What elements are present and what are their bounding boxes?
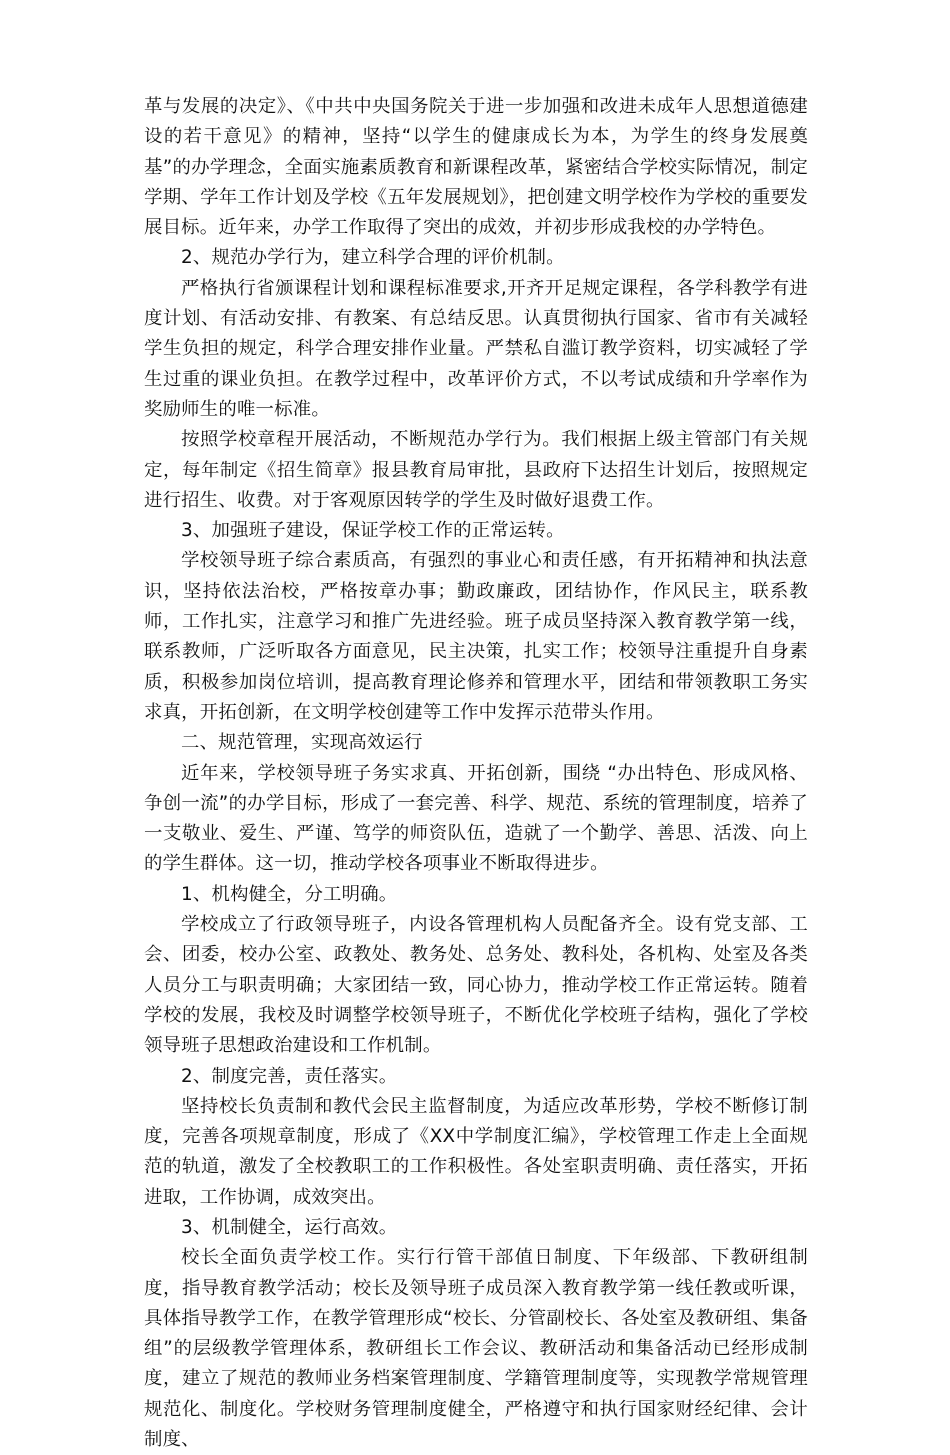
body-paragraph: 坚持校长负责制和教代会民主监督制度，为适应改革形势，学校不断修订制度，完善各项规章制度，形成了《XX中学制度汇编》，学校管理工作走上全面规范的轨道，激发了全校教职工的工作积极性。各处室职责明确、责任落实，开拓进取，工作协调，成效突出。	[144, 1095, 808, 1208]
section-heading: 2、规范办学行为，建立科学合理的评价机制。	[181, 247, 565, 269]
body-paragraph: 学校领导班子综合素质高，有强烈的事业心和责任感，有开拓精神和执法意识，坚持依法治校，严格按章办事；勤政廉政，团结协作，作风民主，联系教师，工作扎实，注意学习和推广先进经验。班子成员坚持深入教育教学第一线，联系教师，广泛听取各方面意见，民主决策，扎实工作；校领导注重提升自身素质，积极参加岗位培训，提高教育理论修养和管理水平，团结和带领教职工务实求真，开拓创新，在文明学校创建等工作中发挥示范带头作用。	[144, 550, 808, 723]
body-paragraph: 学校成立了行政领导班子，内设各管理机构人员配备齐全。设有党支部、工会、团委，校办公室、政教处、教务处、总务处、教科处，各机构、处室及各类人员分工与职责明确；大家团结一致，同心协力，推动学校工作正常运转。随着学校的发展，我校及时调整学校领导班子，不断优化学校班子结构，强化了学校领导班子思想政治建设和工作机制。	[144, 914, 808, 1057]
section-heading: 2、制度完善，责任落实。	[181, 1065, 398, 1087]
body-paragraph: 严格执行省颁课程计划和课程标准要求,开齐开足规定课程，各学科教学有进度计划、有活动安排、有教案、有总结反思。认真贯彻执行国家、省市有关减轻学生负担的规定，科学合理安排作业量。严禁私自滥订教学资料，切实减轻了学生过重的课业负担。在教学过程中，改革评价方式，不以考试成绩和升学率作为奖励师生的唯一标准。	[144, 277, 808, 420]
body-paragraph: 近年来，学校领导班子务实求真、开拓创新，围绕 “办出特色、形成风格、争创一流”的办学目标，形成了一套完善、科学、规范、系统的管理制度，培养了一支敬业、爱生、严谨、笃学的师资队伍，造就了一个勤学、善思、活泼、向上的学生群体。这一切，推动学校各项事业不断取得进步。	[144, 762, 808, 875]
section-heading: 二、规范管理，实现高效运行	[181, 732, 423, 754]
section-heading: 3、机制健全，运行高效。	[181, 1216, 398, 1238]
body-paragraph: 校长全面负责学校工作。实行行管干部值日制度、下年级部、下教研组制度，指导教育教学活动；校长及领导班子成员深入教育教学第一线任教或听课，具体指导教学工作，在教学管理形成“校长、分管副校长、各处室及教研组、集备组”的层级教学管理体系，教研组长工作会议、教研活动和集备活动已经形成制度，建立了规范的教师业务档案管理制度、学籍管理制度等，实现教学常规管理规范化、制度化。学校财务管理制度健全，严格遵守和执行国家财经纪律、会计制度、	[144, 1247, 808, 1451]
section-heading: 1、机构健全，分工明确。	[181, 883, 398, 905]
section-heading: 3、加强班子建设，保证学校工作的正常运转。	[181, 520, 565, 542]
document-body	[144, 92, 808, 1455]
body-paragraph: 革与发展的决定》、《中共中央国务院关于进一步加强和改进未成年人思想道德建设的若干意见》的精神，坚持“以学生的健康成长为本，为学生的终身发展奠基”的办学理念，全面实施素质教育和新课程改革，紧密结合学校实际情况，制定学期、学年工作计划及学校《五年发展规划》，把创建文明学校作为学校的重要发展目标。近年来，办学工作取得了突出的成效，并初步形成我校的办学特色。	[144, 96, 808, 239]
body-paragraph: 按照学校章程开展活动，不断规范办学行为。我们根据上级主管部门有关规定，每年制定《招生简章》报县教育局审批，县政府下达招生计划后，按照规定进行招生、收费。对于客观原因转学的学生及时做好退费工作。	[144, 429, 808, 511]
